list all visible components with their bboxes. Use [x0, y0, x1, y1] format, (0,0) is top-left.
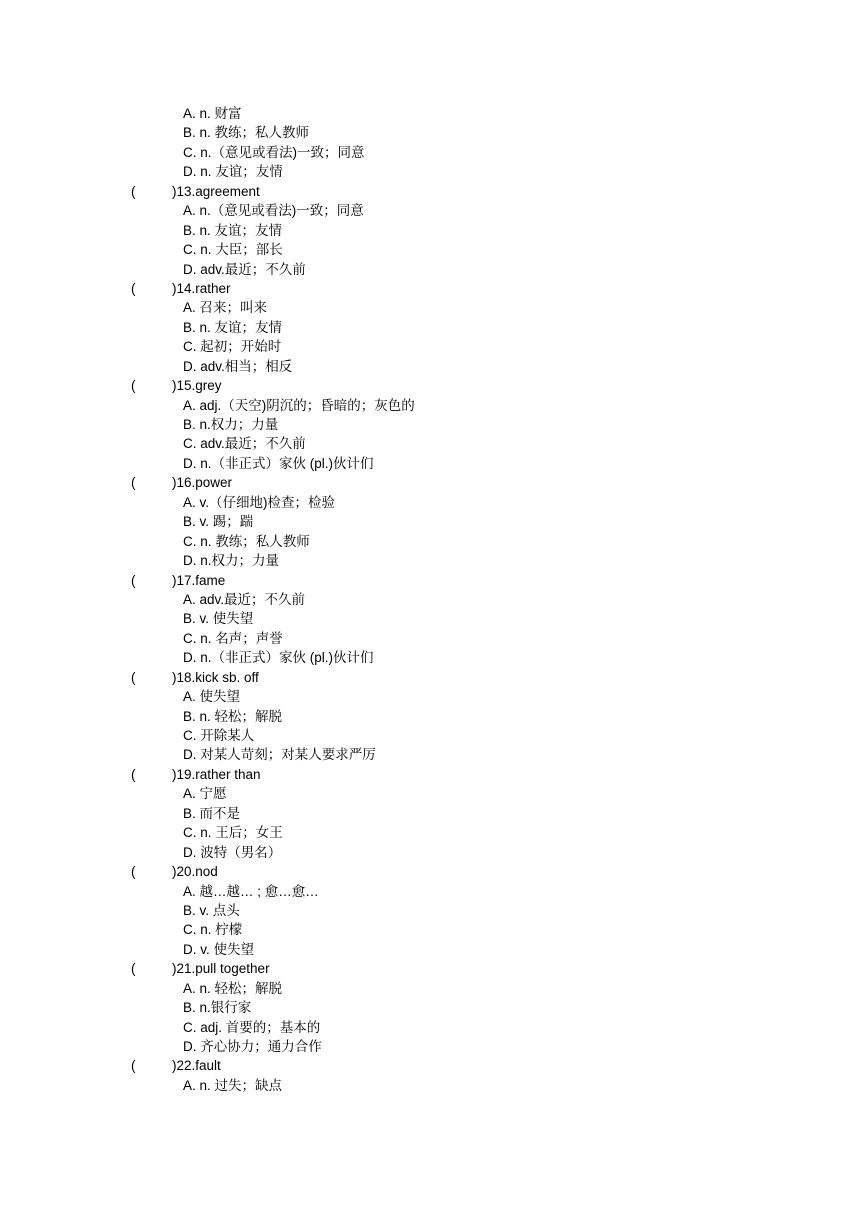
answer-option: C. 开除某人: [183, 728, 255, 743]
answer-blank-paren: (: [131, 572, 136, 588]
answer-blank-paren: (: [131, 475, 136, 491]
answer-option: B. v. 踢；踹: [183, 514, 254, 530]
question-text: )16.power: [172, 475, 233, 491]
answer-option: A. 使失望: [183, 689, 241, 705]
answer-blank-paren: (: [131, 1058, 136, 1074]
question-text: )15.grey: [172, 378, 222, 394]
question-line: [0, 473, 860, 492]
answer-blank-paren: (: [131, 378, 136, 394]
answer-option: A. n. 财富: [183, 106, 242, 121]
answer-option: D. 齐心协力；通力合作: [183, 1039, 322, 1054]
answer-option: C. n. 王后；女王: [183, 825, 283, 841]
answer-option: B. n. 教练；私人教师: [183, 125, 310, 141]
answer-option: B. n. 友谊；友情: [183, 222, 283, 238]
question-text: )21.pull together: [172, 961, 270, 977]
question-text: )20.nod: [172, 864, 218, 880]
answer-option: B. 而不是: [183, 805, 241, 821]
answer-option: B. n.权力；力量: [183, 417, 279, 432]
answer-option: A. v.（仔细地)检查；检验: [183, 494, 335, 510]
answer-option: D. n. 友谊；友情: [183, 164, 283, 180]
answer-option: C. n. 名声；声誉: [183, 630, 283, 646]
answer-option: D. 对某人苛刻；对某人要求严厉: [183, 747, 376, 763]
question-line: [0, 376, 860, 395]
answer-option: C. n. 柠檬: [183, 922, 243, 938]
answer-blank-paren: (: [131, 766, 136, 782]
question-line: [0, 571, 860, 590]
answer-option: C. 起初；开始时: [183, 339, 282, 355]
question-text: )19.rather than: [172, 766, 261, 782]
answer-blank-paren: (: [131, 183, 136, 199]
question-text: )22.fault: [172, 1058, 221, 1074]
answer-option: B. v. 点头: [183, 902, 240, 918]
answer-option: D. n.（非正式）家伙 (pl.)伙计们: [183, 455, 374, 471]
answer-option: C. adj. 首要的；基本的: [183, 1019, 321, 1035]
answer-option: A. 越…越… ; 愈…愈…: [183, 883, 319, 899]
answer-blank-paren: (: [131, 864, 136, 880]
question-text: )14.rather: [172, 280, 231, 296]
answer-option: D. n.（非正式）家伙 (pl.)伙计们: [183, 650, 374, 666]
answer-option: D. v. 使失望: [183, 941, 255, 957]
answer-option: D. n.权力；力量: [183, 553, 280, 569]
answer-option: A. n. 轻松；解脱: [183, 980, 283, 996]
question-text: )17.fame: [172, 572, 226, 588]
answer-blank-paren: (: [131, 669, 136, 685]
answer-option: B. n. 轻松；解脱: [183, 708, 283, 724]
answer-option: A. 宁愿: [183, 786, 227, 802]
answer-option: A. 召来；叫来: [183, 300, 268, 316]
answer-option: A. adv.最近；不久前: [183, 591, 306, 607]
question-text: )13.agreement: [172, 183, 260, 199]
answer-option: B. n. 友谊；友情: [183, 319, 283, 335]
answer-option: C. n.（意见或看法)一致；同意: [183, 144, 365, 160]
question-line: [0, 668, 860, 687]
answer-blank-paren: (: [131, 280, 136, 296]
answer-option: A. n. 过失；缺点: [183, 1077, 283, 1093]
question-list: [0, 104, 860, 1095]
question-line: [0, 862, 860, 881]
answer-option: A. n.（意见或看法)一致；同意: [183, 203, 364, 219]
answer-option: C. adv.最近；不久前: [183, 436, 306, 452]
answer-option: D. 波特（男名）: [183, 844, 282, 860]
answer-option: A. adj.（天空)阴沉的；昏暗的；灰色的: [183, 397, 415, 413]
question-line: [0, 959, 860, 978]
question-line: [0, 279, 860, 298]
answer-option: C. n. 大臣；部长: [183, 242, 283, 258]
question-line: [0, 1056, 860, 1075]
answer-option: C. n. 教练；私人教师: [183, 533, 310, 549]
question-text: )18.kick sb. off: [172, 669, 259, 685]
question-line: [0, 182, 860, 201]
answer-option: D. adv.相当；相反: [183, 358, 293, 374]
answer-option: B. v. 使失望: [183, 611, 254, 627]
answer-option: B. n.银行家: [183, 1000, 252, 1016]
answer-blank-paren: (: [131, 961, 136, 977]
question-line: [0, 765, 860, 784]
answer-option: D. adv.最近；不久前: [183, 261, 306, 277]
